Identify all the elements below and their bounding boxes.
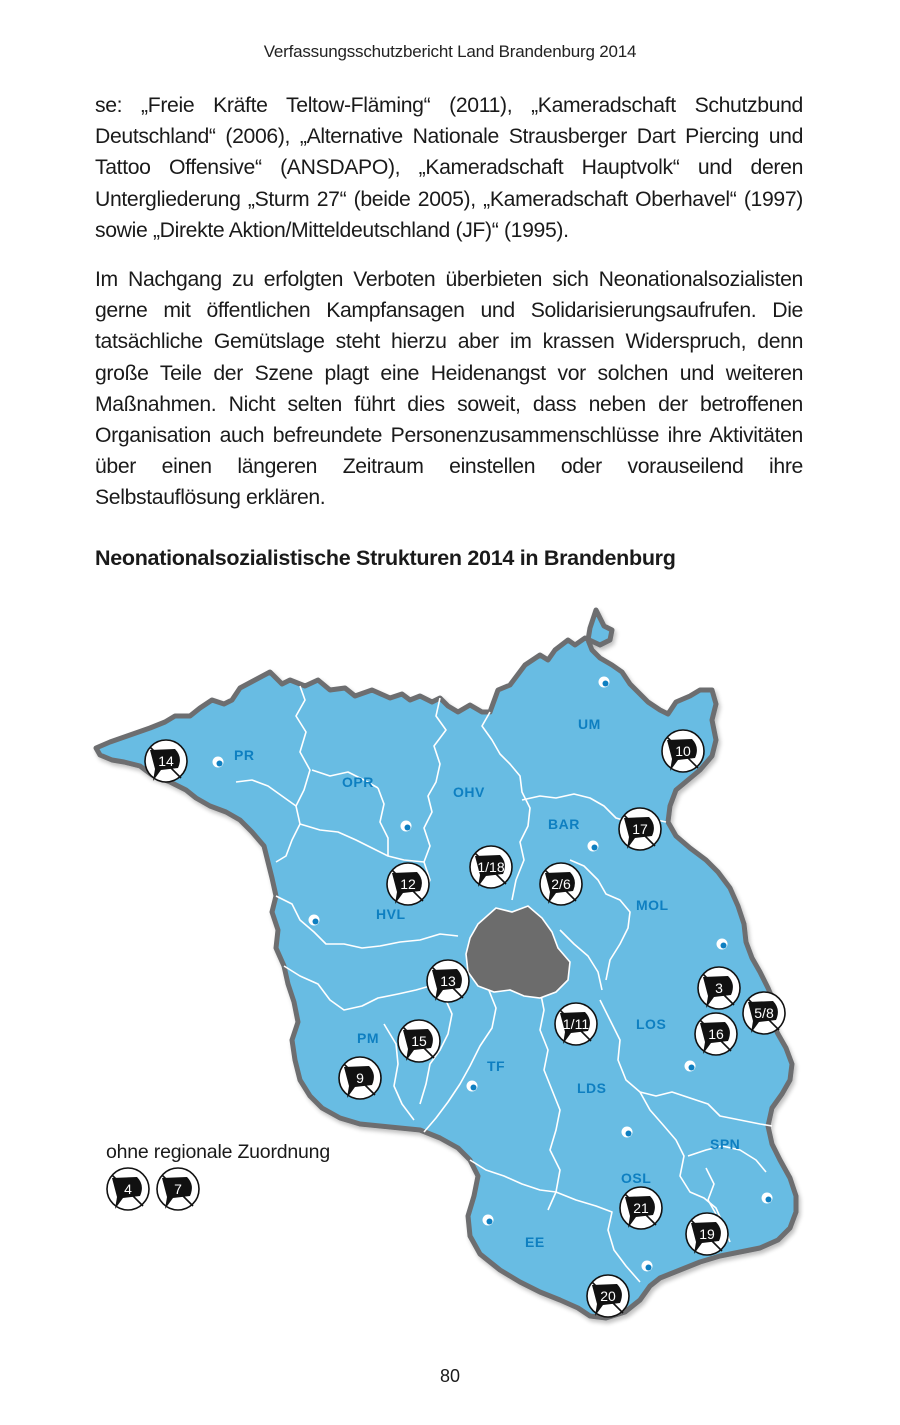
running-header: Verfassungsschutzbericht Land Brandenburg 2014 — [263, 42, 637, 61]
group-marker — [398, 1020, 440, 1062]
district-label-lds: LDS — [577, 1080, 607, 1096]
svg-text:1/11: 1/11 — [562, 1016, 590, 1032]
svg-text:3: 3 — [715, 980, 723, 996]
group-marker — [427, 960, 469, 1002]
district-label-opr: OPR — [342, 774, 374, 790]
county-seat-dot — [622, 1127, 633, 1138]
county-seat-dot — [642, 1261, 653, 1272]
svg-text:2/6: 2/6 — [551, 876, 571, 892]
svg-text:1/18: 1/18 — [477, 859, 505, 875]
county-seat-dot — [213, 757, 224, 768]
district-label-mol: MOL — [636, 897, 669, 913]
district-label-osl: OSL — [621, 1170, 652, 1186]
svg-text:20: 20 — [600, 1288, 616, 1304]
group-marker — [145, 740, 187, 782]
group-marker — [339, 1057, 381, 1099]
page-number: 80 — [439, 1366, 461, 1386]
svg-text:14: 14 — [158, 753, 174, 769]
brandenburg-map — [0, 590, 900, 1350]
group-marker — [695, 1013, 737, 1055]
svg-text:16: 16 — [708, 1026, 724, 1042]
district-label-pm: PM — [357, 1030, 379, 1046]
county-seat-dot — [599, 677, 610, 688]
district-label-los: LOS — [636, 1016, 667, 1032]
district-label-um: UM — [578, 716, 601, 732]
paragraph-aftermath: Im Nachgang zu erfolgten Verboten überbieten sich Neonationalsozialisten gerne mit öffentlichen Kampfansagen und Solidarisierungsaufrufen. Die tatsächliche Gemütslage steht hierzu aber im krassen Widerspruch, denn große Teile der Szene plagt eine Heidenangst vor solchen und weiteren Maßnahmen. Nicht selten führt dies soweit, dass neben der betroffenen Organisation auch befreundete Personenzusammenschlüsse ihre Aktivitäten über einen längeren Zeitraum einstellen oder vorauseilend ihre Selbstauflösung erklären. — [95, 268, 803, 510]
county-seat-dot — [588, 841, 599, 852]
svg-text:21: 21 — [633, 1200, 649, 1216]
county-seat-dot — [467, 1081, 478, 1092]
unassigned-marker — [107, 1168, 149, 1210]
group-marker — [698, 967, 740, 1009]
group-marker — [743, 992, 785, 1034]
svg-text:13: 13 — [440, 973, 456, 989]
group-marker — [587, 1275, 629, 1317]
svg-text:4: 4 — [124, 1181, 132, 1197]
county-seat-dot — [685, 1061, 696, 1072]
group-marker — [540, 863, 582, 905]
county-seat-dot — [762, 1193, 773, 1204]
group-marker — [470, 846, 512, 888]
district-label-hvl: HVL — [376, 906, 406, 922]
district-label-ee: EE — [525, 1234, 545, 1250]
unassigned-label: ohne regionale Zuordnung — [106, 1141, 330, 1163]
paragraph-organizations: se: „Freie Kräfte Teltow-Fläming“ (2011), „Kameradschaft Schutzbund Deutschland“ (2006), „Alternative Nationale Strausberger Dart Piercing und Tattoo Offensive“ (ANSDAPO), „Kameradschaft Hauptvolk“ und deren Untergliederung „Sturm 27“ (beide 2005), „Kameradschaft Oberhavel“ (1997) sowie „Direkte Aktion/Mitteldeutschland (JF)“ (1995). — [95, 94, 803, 242]
svg-text:10: 10 — [675, 743, 691, 759]
svg-text:5/8: 5/8 — [754, 1005, 774, 1021]
county-seat-dot — [309, 915, 320, 926]
district-label-ohv: OHV — [453, 784, 485, 800]
district-label-pr: PR — [234, 747, 255, 763]
group-marker — [619, 808, 661, 850]
county-seat-dot — [401, 821, 412, 832]
svg-text:15: 15 — [411, 1033, 427, 1049]
district-label-spn: SPN — [710, 1136, 741, 1152]
group-marker — [620, 1187, 662, 1229]
svg-text:19: 19 — [699, 1226, 715, 1242]
svg-text:7: 7 — [174, 1181, 182, 1197]
county-seat-dot — [717, 939, 728, 950]
unassigned-marker — [157, 1168, 199, 1210]
svg-text:9: 9 — [356, 1070, 364, 1086]
district-label-bar: BAR — [548, 816, 580, 832]
group-marker — [686, 1213, 728, 1255]
county-seat-dot — [483, 1215, 494, 1226]
map-heading: Neonationalsozialistische Strukturen 2014 in Brandenburg — [95, 546, 676, 570]
group-marker — [662, 730, 704, 772]
group-marker — [555, 1003, 597, 1045]
group-marker — [387, 863, 429, 905]
district-label-tf: TF — [487, 1058, 506, 1074]
svg-text:12: 12 — [400, 876, 416, 892]
svg-text:17: 17 — [632, 821, 648, 837]
